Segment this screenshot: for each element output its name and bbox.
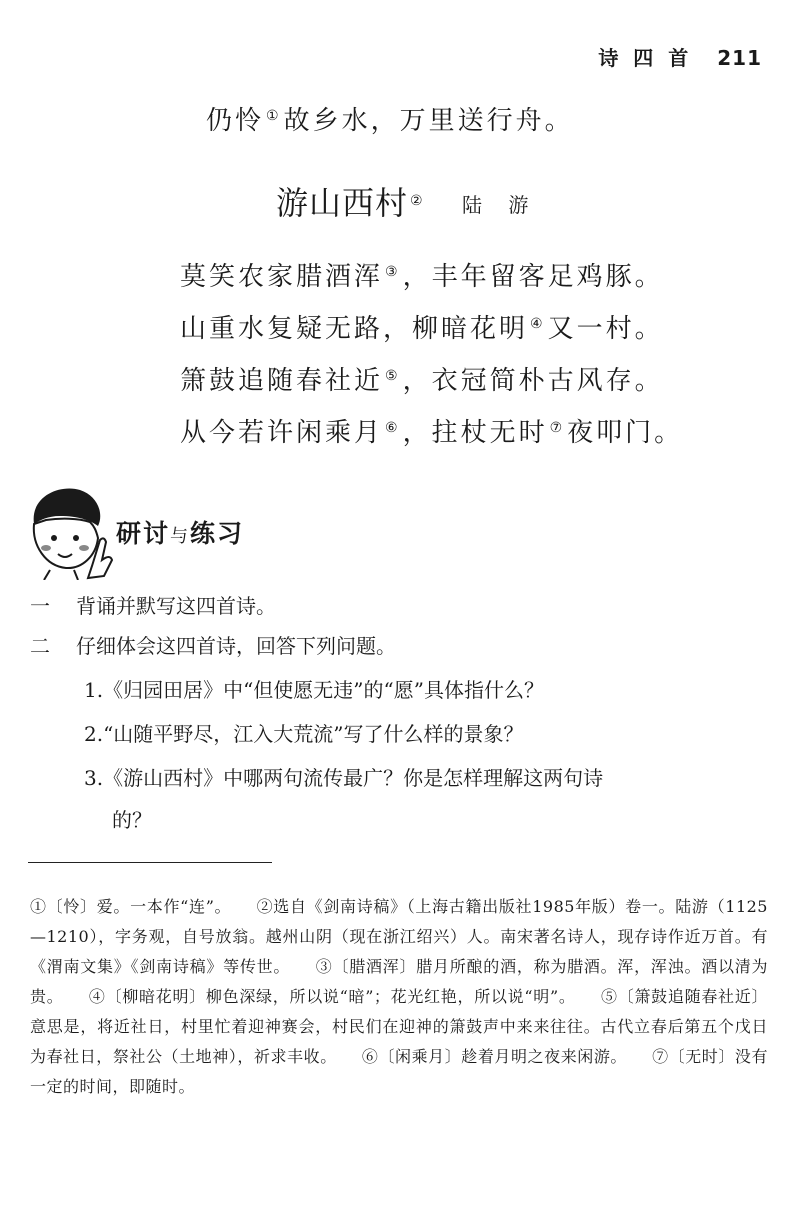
footnote-marker: ⑤: [385, 368, 401, 384]
poem-line: [180, 359, 683, 411]
poem-line: [180, 411, 683, 463]
line-text: 从今若许闲乘月: [180, 418, 384, 448]
footnote-marker: ①: [266, 108, 282, 124]
question-number: 一: [30, 594, 50, 618]
line-text: 又一村。: [547, 314, 664, 344]
footnote-marker: ⑦: [549, 420, 566, 436]
poem-title: [276, 178, 426, 224]
sub-question: 1.《归园田居》中“但使愿无违”的“愿”具体指什么？: [84, 678, 544, 702]
title-part: 与: [170, 526, 191, 547]
page-header: [598, 42, 762, 71]
poem-line: [180, 307, 683, 359]
line-text: 仍怜: [206, 106, 265, 136]
line-text: 山重水复疑无路，柳暗花明: [180, 314, 529, 344]
sub-question-text: 3.《游山西村》中哪两句流传最广？你是怎样理解这两句诗: [84, 766, 604, 790]
title-part: 研讨: [116, 519, 171, 548]
line-text: ，拄杖无时: [402, 418, 548, 448]
line-text: 夜叩门。: [567, 418, 684, 448]
poem-body: [180, 255, 683, 463]
line-text: 莫笑农家腊酒浑: [180, 262, 384, 292]
line-text: 箫鼓追随春社近: [180, 366, 384, 396]
question-number: 二: [30, 634, 50, 658]
question-text: 背诵并默写这四首诗。: [76, 594, 276, 618]
footnote-marker: ④: [530, 316, 546, 332]
footnote-marker: ⑥: [385, 420, 401, 436]
poem-line: [180, 255, 683, 307]
footnote-marker: ③: [385, 264, 401, 280]
footnote-divider: [28, 862, 272, 863]
exercise-section-title: [116, 514, 244, 550]
footnote-marker: ②: [410, 193, 424, 209]
question: [30, 632, 396, 660]
line-text: ，丰年留客足鸡豚。: [402, 262, 664, 292]
page-number: 211: [717, 46, 762, 70]
student-illustration-icon: [20, 480, 116, 580]
line-text: ，衣冠简朴古风存。: [402, 366, 664, 396]
sub-question: [84, 764, 774, 834]
section-title: 诗 四 首: [598, 46, 693, 70]
poem-title-text: 游山西村: [276, 184, 409, 222]
title-part: 练习: [190, 519, 245, 548]
question: [30, 592, 276, 620]
sub-question: 2.“山随平野尽，江入大荒流”写了什么样的景象？: [84, 722, 524, 746]
poem-author: 陆 游: [462, 193, 539, 217]
line-text: 故乡水，万里送行舟。: [283, 106, 574, 136]
prev-poem-last-line: [206, 100, 574, 137]
question-text: 仔细体会这四首诗，回答下列问题。: [76, 634, 396, 658]
footnotes: ①〔怜〕爱。一本作“连”。 ②选自《剑南诗稿》（上海古籍出版社1985年版）卷一。陆游（1125—1210），字务观，自号放翁。越州山阴（现在浙江绍兴）人。南宋著名诗人，现存诗作近万首。有《渭南文集》《剑南诗稿》等传世。 ③〔腊酒浑〕腊月所酿的酒，称为腊酒。浑，浑浊。酒以清为贵。 ④〔柳暗花明〕柳色深绿，所以说“暗”；花光红艳，所以说“明”。 ⑤〔箫鼓追随春社近〕意思是，将近社日，村里忙着迎神赛会，村民们在迎神的箫鼓声中来来往往。古代立春后第五个戊日为春社日，祭社公（土地神），祈求丰收。 ⑥〔闲乘月〕趁着月明之夜来闲游。 ⑦〔无时〕没有一定的时间，即随时。: [30, 897, 768, 1096]
sub-question-continuation: 的？: [112, 808, 152, 832]
